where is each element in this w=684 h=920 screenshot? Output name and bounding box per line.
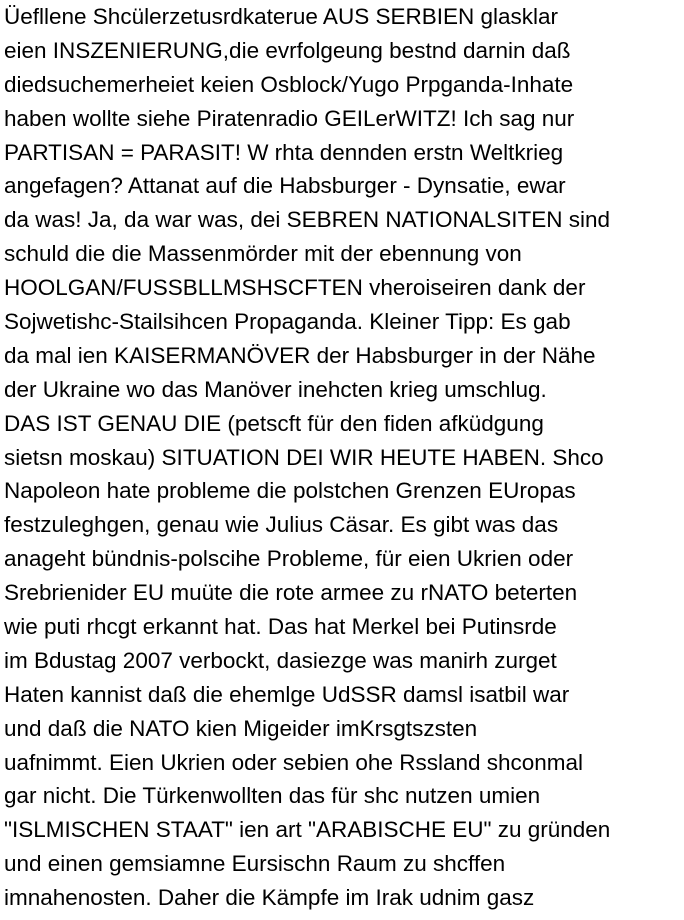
- text-line: schuld die die Massenmörder mit der ebennung von: [4, 241, 522, 267]
- text-line: HOOLGAN/FUSSBLLMSHSCFTEN vheroiseiren dank der: [4, 275, 586, 301]
- text-line: imnahenosten. Daher die Kämpfe im Irak udnim gasz: [4, 885, 535, 911]
- text-line: im Bdustag 2007 verbockt, dasiezge was manirh zurget: [4, 647, 557, 673]
- text-line: da was! Ja, da war was, dei SEBREN NATIONALSITEN sind: [4, 207, 611, 233]
- document-text: [4, 0, 684, 915]
- text-line: wie puti rhcgt erkannt hat. Das hat Merkel bei Putinsrde: [4, 614, 557, 640]
- text-line: diedsuchemerheiet keien Osblock/Yugo Prpganda-Inhate: [4, 71, 574, 97]
- text-line: angefagen? Attanat auf die Habsburger - Dynsatie, ewar: [4, 173, 566, 199]
- text-line: eien INSZENIERUNG,die evrfolgeung bestnd darnin daß: [4, 37, 571, 63]
- text-line: und einen gemsiamne Eursischn Raum zu shcffen: [4, 851, 506, 877]
- text-line: "ISLMISCHEN STAAT" ien art "ARABISCHE EU" zu gründen: [4, 817, 611, 843]
- text-line: und daß die NATO kien Migeider imKrsgtszsten: [4, 715, 478, 741]
- text-line: Üefllene Shcülerzetusrdkaterue AUS SERBIEN glasklar: [4, 4, 559, 29]
- text-line: haben wollte siehe Piratenradio GEILerWITZ! Ich sag nur: [4, 105, 575, 131]
- text-line: gar nicht. Die Türkenwollten das für shc nutzen umien: [4, 783, 541, 809]
- text-line: Sojwetishc-Stailsihcen Propaganda. Kleiner Tipp: Es gab: [4, 309, 571, 335]
- text-line: Haten kannist daß die ehemlge UdSSR damsl isatbil war: [4, 681, 570, 707]
- text-line: Srebrienider EU muüte die rote armee zu rNATO beterten: [4, 580, 578, 606]
- text-line: sietsn moskau) SITUATION DEI WIR HEUTE HABEN. Shco: [4, 444, 604, 470]
- text-line: DAS IST GENAU DIE (petscft für den fiden afküdgung: [4, 410, 544, 436]
- text-line: festzuleghgen, genau wie Julius Cäsar. Es gibt was das: [4, 512, 559, 538]
- text-line: da mal ien KAISERMANÖVER der Habsburger in der Nähe: [4, 342, 596, 368]
- text-line: Napoleon hate probleme die polstchen Grenzen EUropas: [4, 478, 576, 504]
- text-line: PARTISAN = PARASIT! W rhta dennden erstn Weltkrieg: [4, 139, 564, 165]
- text-line: uafnimmt. Eien Ukrien oder sebien ohe Rssland shconmal: [4, 749, 584, 775]
- text-line: anageht bündnis-polscihe Probleme, für eien Ukrien oder: [4, 546, 574, 572]
- text-line: der Ukraine wo das Manöver inehcten krieg umschlug.: [4, 376, 547, 402]
